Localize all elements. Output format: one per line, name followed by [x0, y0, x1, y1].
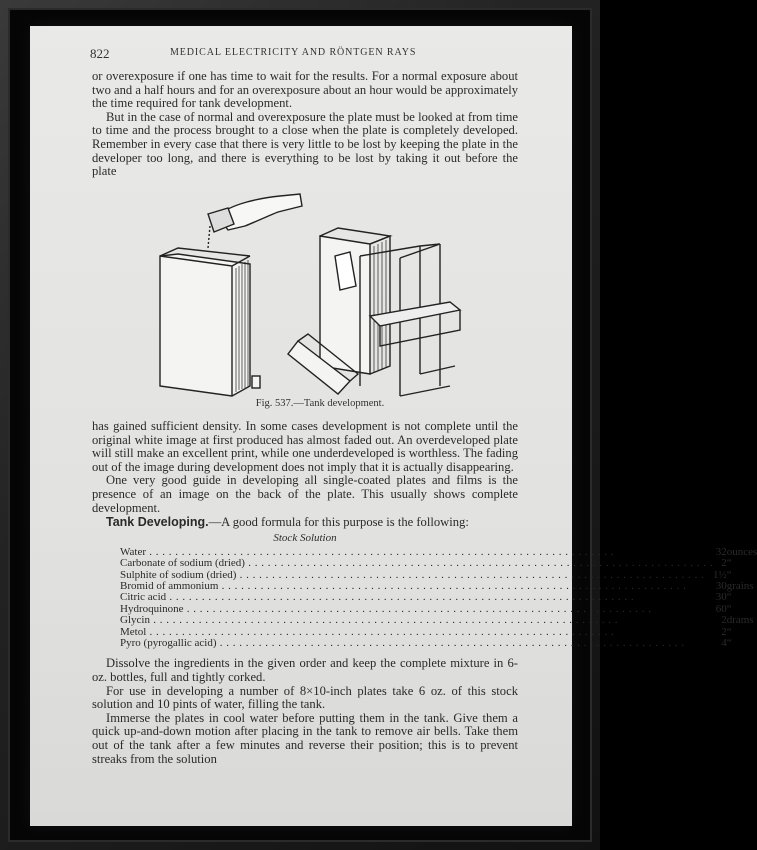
ingredient-unit: “ — [726, 568, 732, 581]
text-block-top — [92, 70, 518, 179]
ingredient-name: Citric acid . . . — [120, 592, 713, 603]
ingredient-unit: ounces — [726, 545, 757, 558]
ingredient-unit: “ — [726, 591, 732, 604]
paragraph-4: One very good guide in developing all single-coated plates and films is the presence of an image on the back of the plate. This usually shows complete development. — [92, 473, 518, 515]
section-heading-line — [92, 516, 518, 530]
stock-solution-table — [120, 547, 757, 650]
ingredient-quantity: 2 — [721, 625, 727, 638]
page-header — [90, 46, 516, 64]
ingredient-quantity: 4 — [721, 637, 727, 649]
paragraph-6: For use in developing a number of 8×10-inch plates take 6 oz. of this stock solution and 10 pints of water, filling the tank. — [92, 683, 518, 712]
ingredient-name: Sulphite of sodium (dried) . . . — [120, 570, 713, 581]
ingredient-unit: “ — [726, 557, 732, 570]
ingredient-name: Water . . . — [120, 547, 713, 558]
formula-row — [120, 638, 757, 649]
section-lead: —A good formula for this purpose is the following: — [208, 515, 469, 530]
section-title: Tank Developing. — [106, 515, 209, 530]
figure-caption: Fig. 537.—Tank development. — [255, 398, 385, 409]
ingredient-quantity: 2 — [721, 614, 727, 627]
ingredient-quantity: 32 — [715, 545, 727, 558]
paragraph-1: or overexposure if one has time to wait for the results. For a normal exposure about two and a half hours and for an overexposure about an hour would be approximately the time required for tank development. — [92, 69, 518, 111]
stock-solution-title: Stock Solution — [273, 531, 337, 544]
paragraph-7: Immerse the plates in cool water before putting them in the tank. Give them a quick up-and-down motion after placing in the tank to remove air bells. Take them out of the tank after a few minutes and reverse their position; this is to prevent streaks from the solution — [92, 710, 518, 766]
tank-development-figure — [150, 186, 470, 416]
paragraph-3: has gained sufficient density. In some cases development is not complete until the original white image at first produced has almost faded out. An overdeveloped plate will still make an excellent print, while one underdeveloped is worthless. The fading out of the image during development does not imply that it is actually disappearing. — [92, 419, 518, 474]
ingredient-name: Glycin . . . — [120, 615, 713, 626]
running-head: MEDICAL ELECTRICITY AND RÖNTGEN RAYS — [170, 47, 417, 58]
text-block-bottom — [92, 419, 757, 766]
ingredient-quantity: 1½ — [712, 568, 727, 581]
ingredient-quantity: 30 — [715, 591, 727, 604]
ingredient-quantity: 2 — [721, 557, 727, 570]
ingredient-quantity: 30 — [715, 579, 727, 592]
ingredient-unit: “ — [726, 625, 732, 638]
ingredient-name: Bromid of ammonium . . . — [120, 581, 713, 592]
page-number: 822 — [90, 46, 110, 61]
ingredient-name: Pyro (pyrogallic acid) . . . — [120, 638, 713, 649]
ingredient-unit: “ — [726, 602, 732, 615]
paragraph-5: Dissolve the ingredients in the given order and keep the complete mixture in 6-oz. bottles, full and tightly corked. — [92, 656, 518, 684]
ingredient-unit: grains — [726, 579, 754, 592]
ingredient-name: Metol . . . — [120, 627, 713, 638]
book-page — [30, 26, 757, 826]
ingredient-quantity: 60 — [715, 602, 727, 615]
ingredient-name: Carbonate of sodium (dried) . . . — [120, 558, 713, 569]
ingredient-unit: “ — [726, 637, 732, 649]
ingredient-unit: drams — [726, 614, 754, 627]
paragraph-2: But in the case of normal and overexposure the plate must be looked at from time to time and the process brought to a close when the plate is completely developed. Remember in every case that there is very little to be lost by keeping the plate in the developer too long, and there is everything to be lost by taking it out before the plate — [92, 109, 518, 179]
ingredient-name: Hydroquinone . . . — [120, 604, 713, 615]
